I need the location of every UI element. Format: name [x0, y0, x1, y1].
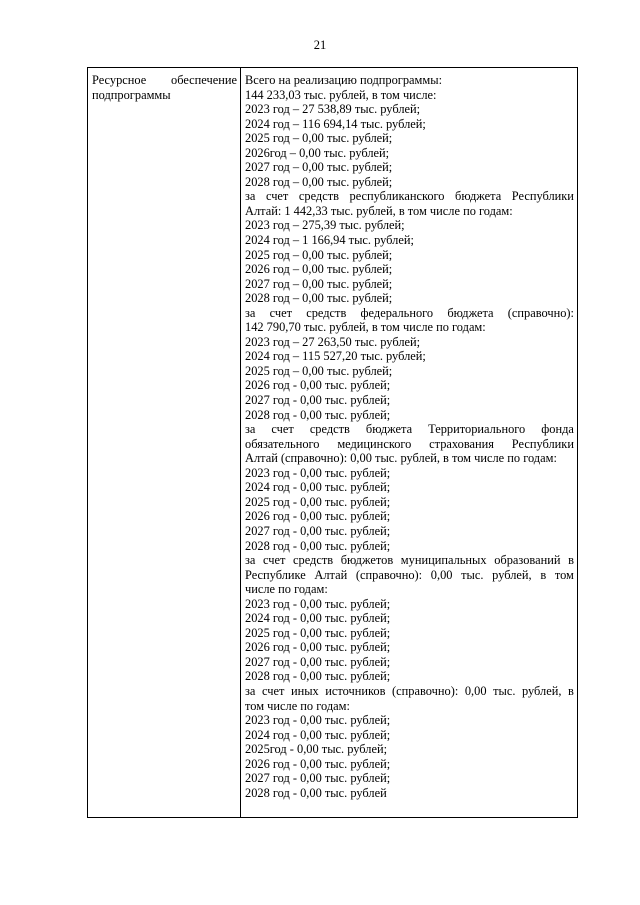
funding-word: бюджетов	[340, 553, 394, 568]
funding-line: Всего на реализацию подпрограммы:	[245, 73, 443, 87]
funding-line: 2028 год – 0,00 тыс. рублей;	[245, 291, 393, 306]
funding-word: средств	[298, 189, 339, 204]
funding-word: средств	[309, 422, 350, 437]
funding-word: за	[245, 189, 256, 204]
funding-line	[245, 306, 574, 321]
funding-line: 2024 год – 115 527,20 тыс. рублей;	[245, 349, 426, 364]
funding-line: 2026 год - 0,00 тыс. рублей;	[245, 378, 391, 393]
funding-line: 2025 год – 0,00 тыс. рублей;	[245, 247, 393, 262]
funding-line: 2026 год - 0,00 тыс. рублей;	[245, 756, 391, 771]
funding-line: 2025 год - 0,00 тыс. рублей;	[245, 494, 391, 509]
funding-line: Алтай: 1 442,33 тыс. рублей, в том числе по годам:	[245, 203, 513, 218]
funding-word: Алтай	[314, 567, 348, 582]
funding-word: счет	[261, 683, 285, 698]
funding-word: счет	[263, 553, 286, 568]
funding-line: том числе по годам:	[245, 698, 350, 713]
funding-details-cell	[245, 73, 574, 800]
row-header-word-2: обеспечение	[171, 73, 237, 87]
funding-line: 2026 год – 0,00 тыс. рублей;	[245, 262, 393, 277]
funding-word: муниципальных	[400, 553, 487, 568]
funding-line: 2023 год - 0,00 тыс. рублей;	[245, 465, 391, 480]
funding-word: бюджета	[447, 305, 494, 320]
funding-word: страхования	[429, 436, 494, 451]
funding-line	[245, 437, 574, 452]
funding-word: счет	[265, 189, 289, 204]
funding-line: 2025 год - 0,00 тыс. рублей;	[245, 625, 391, 640]
funding-word: образований	[494, 553, 561, 568]
resource-table	[87, 67, 578, 818]
row-header-word-1: Ресурсное	[92, 73, 147, 87]
funding-line: числе по годам:	[245, 582, 328, 597]
funding-line: 2026год – 0,00 тыс. рублей;	[245, 145, 390, 160]
funding-word: рублей,	[492, 567, 532, 582]
funding-line: 2023 год - 0,00 тыс. рублей;	[245, 596, 391, 611]
funding-word: Республике	[245, 567, 306, 582]
funding-line: 2024 год - 0,00 тыс. рублей;	[245, 727, 391, 742]
funding-word: в	[540, 567, 547, 582]
funding-word: 0,00	[464, 683, 487, 698]
funding-line: 2028 год - 0,00 тыс. рублей;	[245, 538, 391, 553]
funding-word: средств	[306, 305, 347, 320]
funding-line: 2028 год - 0,00 тыс. рублей;	[245, 407, 391, 422]
row-header-line-1	[92, 73, 237, 88]
row-header-cell	[92, 73, 237, 102]
funding-word: в	[568, 683, 574, 698]
funding-word: за	[245, 305, 256, 320]
funding-word: медицинского	[337, 436, 412, 451]
funding-line: 2027 год - 0,00 тыс. рублей;	[245, 523, 391, 538]
funding-word: за	[245, 553, 256, 568]
column-divider	[240, 68, 241, 817]
funding-word: бюджета	[365, 422, 413, 437]
funding-word: республиканского	[349, 189, 445, 204]
funding-line: 2027 год - 0,00 тыс. рублей;	[245, 654, 391, 669]
funding-line: 2025год - 0,00 тыс. рублей;	[245, 742, 388, 757]
funding-line	[245, 568, 574, 583]
funding-word: счет	[271, 422, 294, 437]
funding-word: федерального	[360, 305, 434, 320]
funding-word: (справочно):	[355, 567, 423, 582]
funding-line: Алтай (справочно): 0,00 тыс. рублей, в том числе по годам:	[245, 451, 557, 466]
funding-line: 2023 год - 0,00 тыс. рублей;	[245, 713, 391, 728]
funding-word: тыс.	[461, 567, 484, 582]
funding-line: 2026 год - 0,00 тыс. рублей;	[245, 640, 391, 655]
funding-line: 2023 год – 27 263,50 тыс. рублей;	[245, 334, 421, 349]
funding-line: 2024 год – 1 166,94 тыс. рублей;	[245, 233, 414, 248]
funding-line: 2024 год - 0,00 тыс. рублей;	[245, 480, 391, 495]
funding-line	[245, 553, 574, 568]
funding-line: 2027 год - 0,00 тыс. рублей;	[245, 393, 391, 408]
row-header-line-2: подпрограммы	[92, 87, 171, 102]
funding-word: за	[245, 422, 256, 437]
funding-word: Республики	[511, 436, 574, 451]
funding-line	[245, 684, 574, 699]
funding-line: 2027 год - 0,00 тыс. рублей;	[245, 771, 391, 786]
funding-line: 142 790,70 тыс. рублей, в том числе по годам:	[245, 320, 486, 335]
funding-line: 2025 год – 0,00 тыс. рублей;	[245, 131, 393, 146]
funding-line: 2027 год – 0,00 тыс. рублей;	[245, 160, 393, 175]
funding-word: средств	[293, 553, 334, 568]
funding-line: 2025 год – 0,00 тыс. рублей;	[245, 363, 393, 378]
page-number: 21	[313, 38, 327, 52]
funding-word: счет	[269, 305, 293, 320]
funding-word: рублей,	[521, 683, 562, 698]
funding-line	[245, 422, 574, 437]
funding-word: том	[554, 567, 574, 582]
funding-line: 2028 год – 0,00 тыс. рублей;	[245, 174, 393, 189]
funding-line: 2024 год - 0,00 тыс. рублей;	[245, 611, 391, 626]
funding-word: за	[245, 683, 256, 698]
funding-line: 2027 год – 0,00 тыс. рублей;	[245, 276, 393, 291]
funding-word: (справочно):	[507, 305, 574, 320]
funding-word: обязательного	[245, 436, 320, 451]
funding-word: в	[568, 553, 574, 568]
funding-word: 0,00	[430, 567, 453, 582]
funding-line	[245, 189, 574, 204]
funding-line: 2023 год – 275,39 тыс. рублей;	[245, 218, 405, 233]
funding-word: источников	[325, 683, 386, 698]
funding-word: Республики	[511, 189, 574, 204]
funding-word: Территориального	[428, 422, 526, 437]
funding-line: 2028 год - 0,00 тыс. рублей;	[245, 669, 391, 684]
funding-word: иных	[290, 683, 319, 698]
funding-line: 2024 год – 116 694,14 тыс. рублей;	[245, 116, 426, 131]
funding-line: 2026 год - 0,00 тыс. рублей;	[245, 509, 391, 524]
funding-word: (справочно):	[392, 683, 459, 698]
funding-line: 2028 год - 0,00 тыс. рублей	[245, 785, 387, 800]
funding-word: фонда	[541, 422, 574, 437]
funding-line: 144 233,03 тыс. рублей, в том числе:	[245, 87, 437, 102]
funding-line: 2023 год – 27 538,89 тыс. рублей;	[245, 102, 421, 117]
funding-word: бюджета	[455, 189, 502, 204]
funding-word: тыс.	[493, 683, 516, 698]
